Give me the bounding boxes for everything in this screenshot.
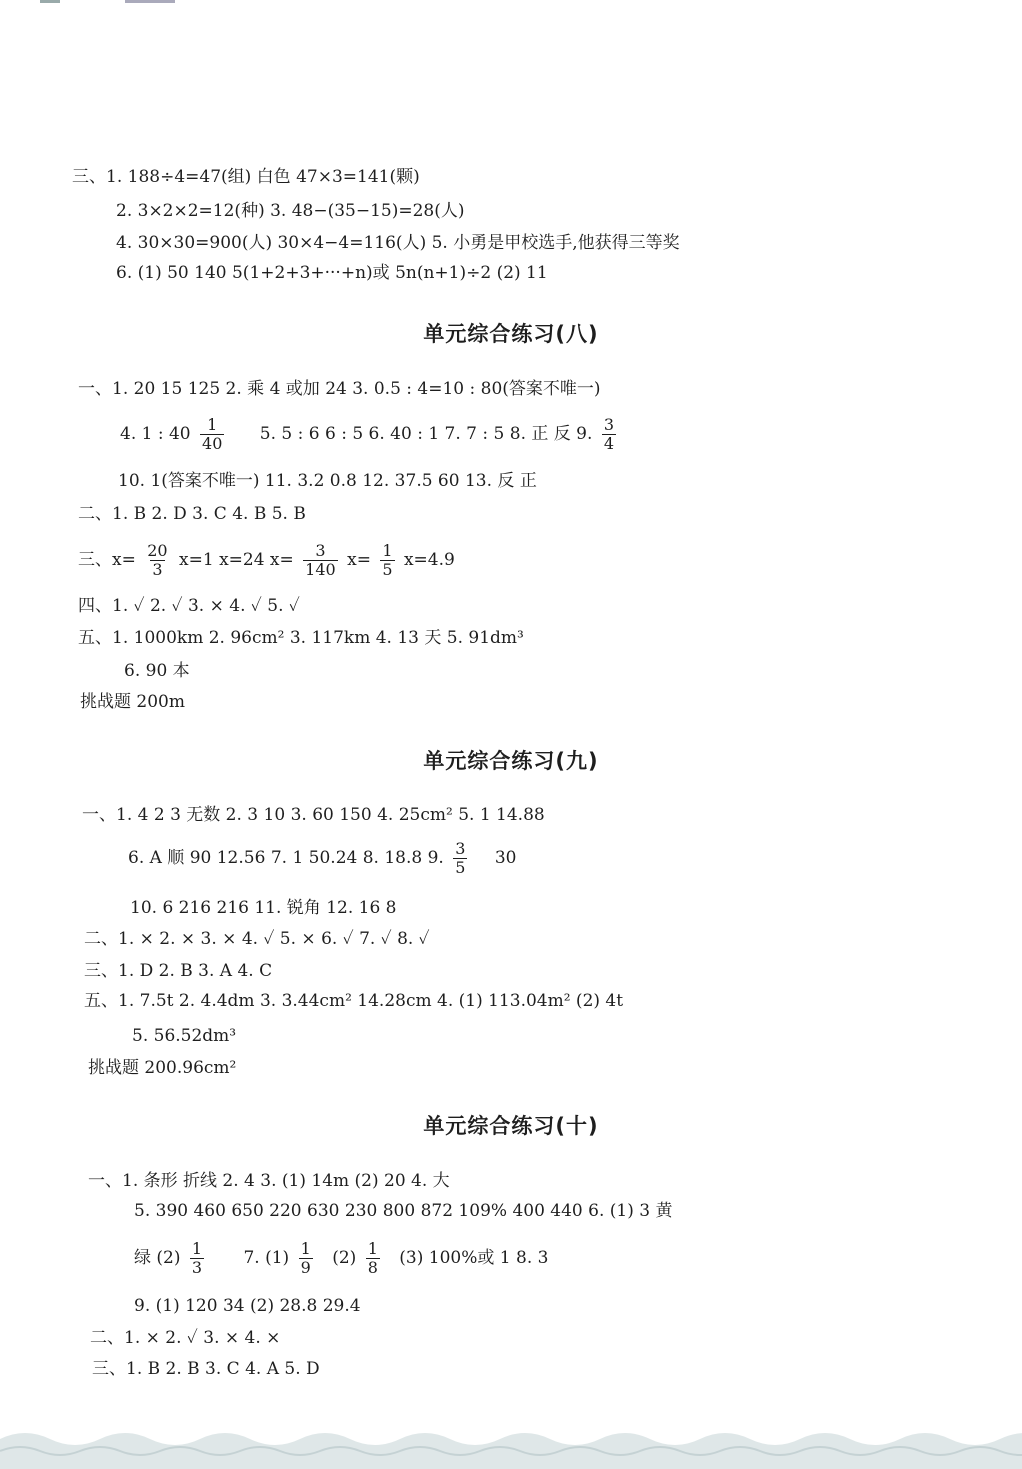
fraction: $\frac{1}{9}$ xyxy=(300,1239,311,1277)
answer-text: x=1 x=24 x= xyxy=(179,550,294,570)
answer-line: 10. 1(答案不唯一) 11. 3.2 0.8 12. 37.5 60 13. 反 正 xyxy=(118,471,537,491)
answer-text: 7. (1) xyxy=(243,1248,290,1268)
answer-text: 30 xyxy=(494,848,517,868)
answer-line: 三、1. 188÷4=47(组) 白色 47×3=141(颗) xyxy=(72,167,420,187)
answer-line: 一、1. 条形 折线 2. 4 3. (1) 14m (2) 20 4. 大 xyxy=(88,1171,450,1191)
answer-line: 三、1. D 2. B 3. A 4. C xyxy=(84,961,273,981)
answer-line: 5. 390 460 650 220 630 230 800 872 109% 400 440 6. (1) 3 黄 xyxy=(134,1201,673,1221)
answer-line: 10. 6 216 216 11. 锐角 12. 16 8 xyxy=(130,898,397,918)
fraction: $\frac{1}{8}$ xyxy=(367,1239,378,1277)
answer-line: 6. 90 本 xyxy=(124,661,190,681)
answer-line: 2. 3×2×2=12(种) 3. 48−(35−15)=28(人) xyxy=(116,201,465,221)
answer-line: 一、1. 20 15 125 2. 乘 4 或加 24 3. 0.5 : 4=10 : 80(答案不唯一) xyxy=(78,379,601,399)
answer-line xyxy=(134,1232,548,1284)
answer-line: 四、1. ✓ 2. ✓ 3. × 4. ✓ 5. ✓ xyxy=(78,596,300,616)
answer-text: (3) 100%或 1 8. 3 xyxy=(399,1248,549,1268)
section-title: 单元综合练习(十) xyxy=(423,1114,599,1138)
answer-line: 6. (1) 50 140 5(1+2+3+···+n)或 5n(n+1)÷2 (2) 11 xyxy=(116,263,548,283)
answer-line: 挑战题 200.96cm² xyxy=(88,1058,237,1078)
answer-line: 4. 30×30=900(人) 30×4−4=116(人) 5. 小勇是甲校选手,他获得三等奖 xyxy=(116,233,680,253)
answer-text: 5. 5 : 6 6 : 5 6. 40 : 1 7. 7 : 5 8. 正 反 9. xyxy=(259,424,593,444)
fraction: $\frac{3}{5}$ xyxy=(455,839,466,877)
answer-text: 4. 1 : 40 xyxy=(120,424,191,444)
answer-text: 三、x= xyxy=(78,550,136,570)
answer-line: 五、1. 1000km 2. 96cm² 3. 117km 4. 13 天 5. 91dm³ xyxy=(78,628,524,648)
answer-text: x=4.9 xyxy=(403,550,455,570)
answer-line xyxy=(128,832,516,884)
decorative-wave-border xyxy=(0,1409,1022,1469)
answer-line xyxy=(78,534,455,586)
answer-line: 三、1. B 2. B 3. C 4. A 5. D xyxy=(92,1359,320,1379)
answer-line: 二、1. × 2. ✓ 3. × 4. × xyxy=(90,1328,281,1348)
answer-text: (2) xyxy=(332,1248,357,1268)
answer-text: 绿 (2) xyxy=(134,1248,181,1268)
fraction: $\frac{3}{140}$ xyxy=(305,541,336,579)
fraction: $\frac{1}{40}$ xyxy=(202,415,223,453)
top-edge-mark xyxy=(40,0,190,6)
fraction: $\frac{1}{3}$ xyxy=(191,1239,203,1277)
fraction: $\frac{1}{5}$ xyxy=(382,541,393,579)
answer-line: 9. (1) 120 34 (2) 28.8 29.4 xyxy=(134,1296,361,1316)
answer-line: 挑战题 200m xyxy=(80,692,185,712)
answer-line: 二、1. × 2. × 3. × 4. ✓ 5. × 6. ✓ 7. ✓ 8. ✓ xyxy=(84,929,430,949)
fraction: $\frac{20}{3}$ xyxy=(147,541,168,579)
answer-text: 6. A 顺 90 12.56 7. 1 50.24 8. 18.8 9. xyxy=(128,848,444,868)
answer-line: 五、1. 7.5t 2. 4.4dm 3. 3.44cm² 14.28cm 4. (1) 113.04m² (2) 4t xyxy=(84,991,624,1011)
answer-line: 一、1. 4 2 3 无数 2. 3 10 3. 60 150 4. 25cm² 5. 1 14.88 xyxy=(82,805,545,825)
answer-line xyxy=(120,408,620,460)
answer-line: 5. 56.52dm³ xyxy=(132,1026,237,1046)
fraction: $\frac{3}{4}$ xyxy=(603,415,614,453)
answer-text: x= xyxy=(347,550,371,570)
answer-line: 二、1. B 2. D 3. C 4. B 5. B xyxy=(78,504,306,524)
section-title: 单元综合练习(九) xyxy=(423,749,599,773)
section-title: 单元综合练习(八) xyxy=(423,322,599,346)
